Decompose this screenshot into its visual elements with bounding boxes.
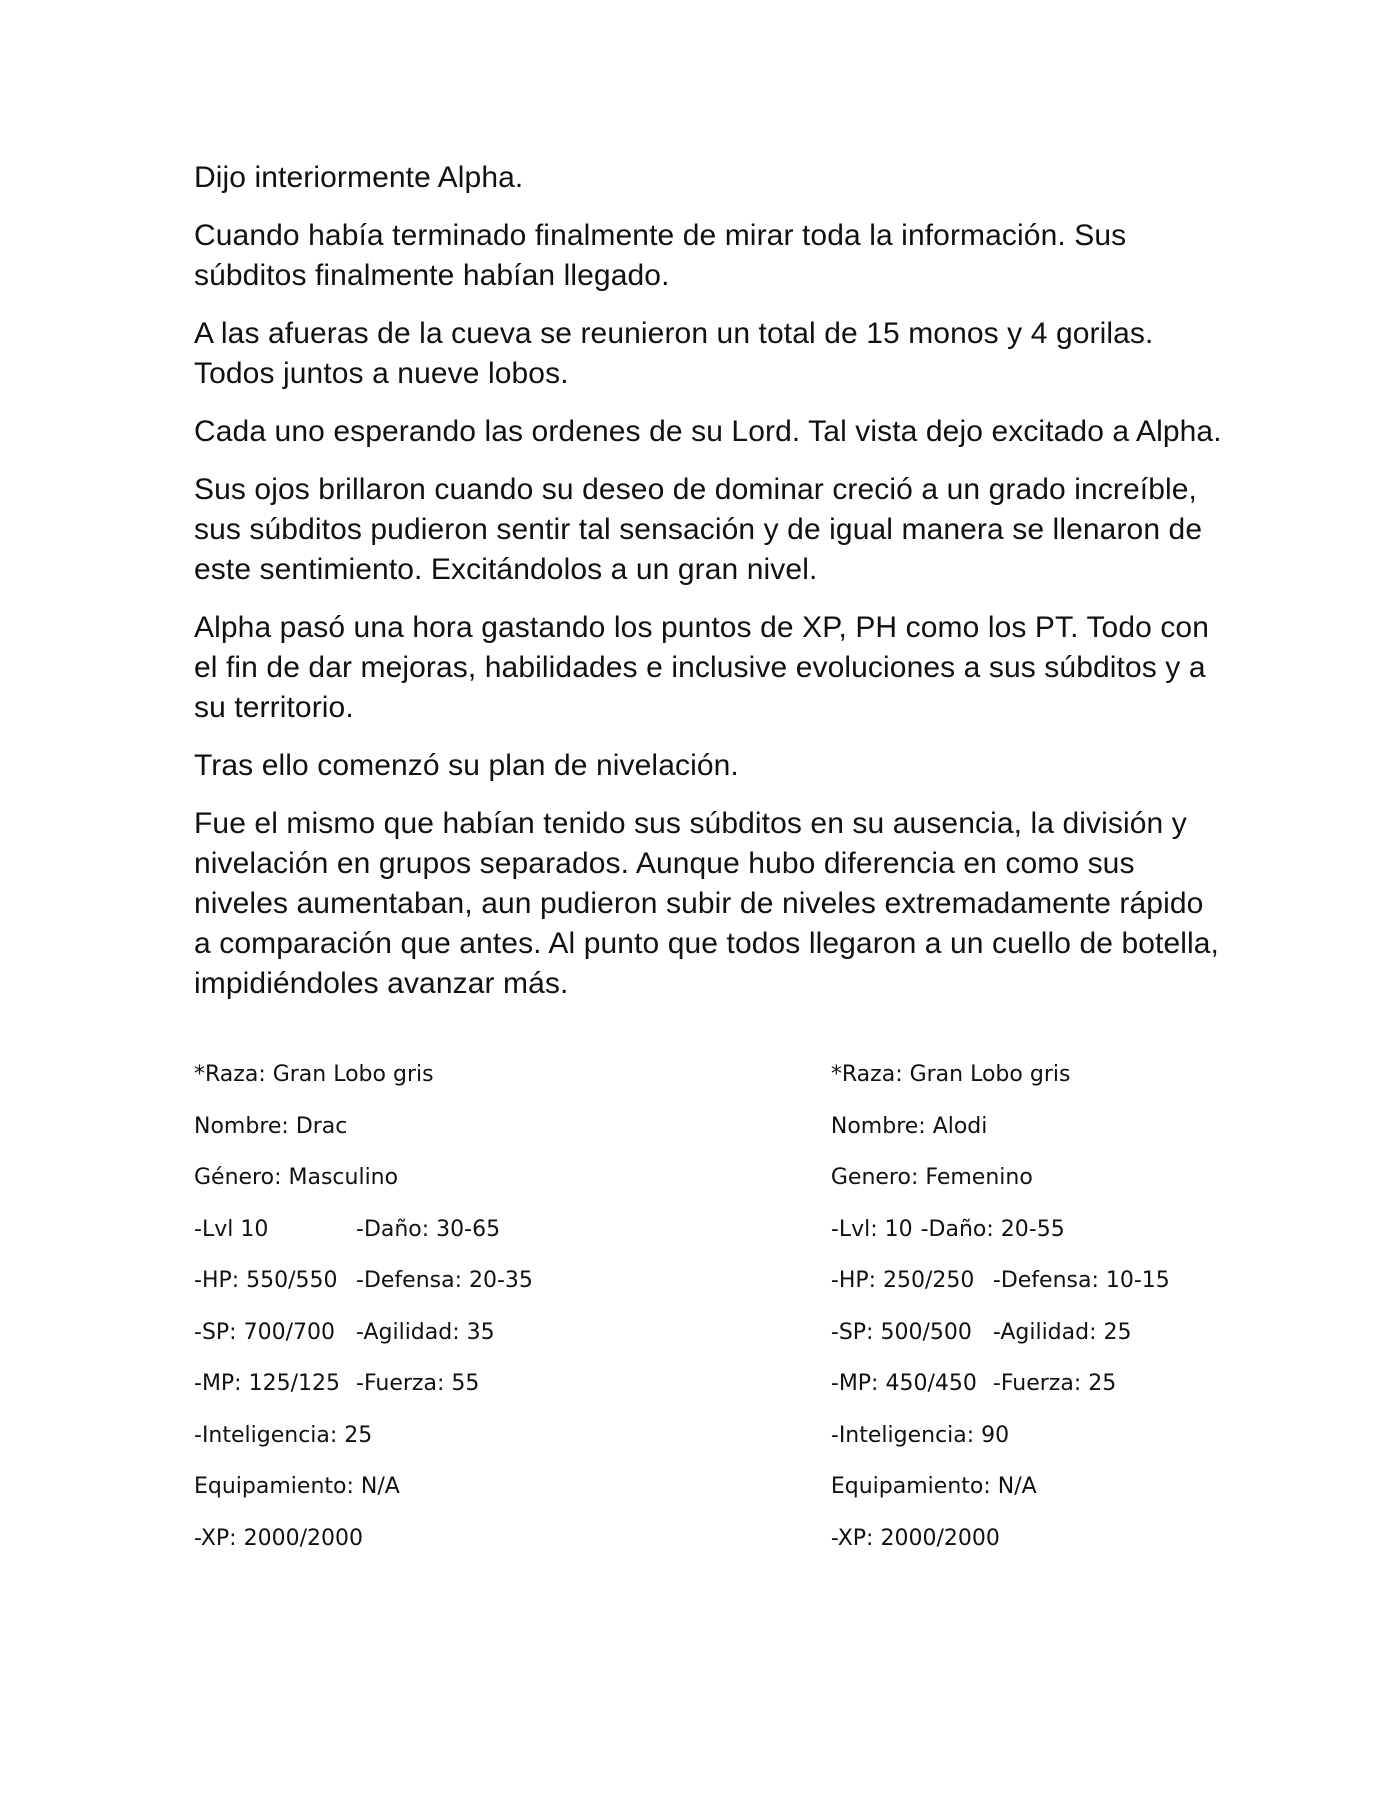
stat-hp: -HP: 250/250: [830, 1268, 975, 1293]
stat-dano: -Daño: 20-55: [920, 1216, 1065, 1242]
stat-mp: -MP: 125/125: [194, 1371, 340, 1396]
stat-lvl: -Lvl: 10: [830, 1216, 913, 1242]
stat-row-hp-defensa: [194, 1266, 831, 1318]
story-text: [194, 158, 1224, 1022]
stat-card-drac: [194, 1060, 831, 1575]
stat-row-mp-fuerza: [194, 1369, 831, 1421]
stat-equipamiento: Equipamiento: N/A: [830, 1474, 1037, 1499]
stat-row-sp-agilidad: [831, 1318, 1224, 1370]
stat-hp: -HP: 550/550: [194, 1268, 338, 1293]
stat-fuerza: -Fuerza: 25: [992, 1371, 1117, 1396]
paragraph: Fue el mismo que habían tenido sus súbditos en su ausencia, la división y nivelación en grupos separados. Aunque hubo diferencia en como sus niveles aumentaban, aun pudieron subir de niveles extremadamente rápido a comparación que antes. Al punto que todos llegaron a un cuello de botella, impidiéndoles avanzar más.: [194, 807, 1219, 1000]
stat-dano: -Daño: 30-65: [356, 1216, 501, 1242]
stat-xp: -XP: 2000/2000: [194, 1525, 363, 1551]
stat-nombre: Nombre: Alodi: [830, 1113, 988, 1139]
stat-lvl: -Lvl 10: [194, 1216, 269, 1242]
stat-genero: Genero: Femenino: [830, 1165, 1033, 1190]
stat-genero: Género: Masculino: [194, 1165, 399, 1190]
stat-row-lvl-dano: [831, 1215, 1224, 1267]
stat-row-mp-fuerza: [831, 1369, 1224, 1421]
stat-inteligencia: -Inteligencia: 90: [830, 1422, 1010, 1448]
stat-defensa: -Defensa: 10-15: [992, 1268, 1170, 1293]
stat-row-lvl-dano: [194, 1215, 831, 1267]
stat-defensa: -Defensa: 20-35: [356, 1268, 533, 1293]
stat-cards: [194, 1060, 1224, 1575]
stat-raza: *Raza: Gran Lobo gris: [830, 1062, 1071, 1087]
stat-equipamiento: Equipamiento: N/A: [194, 1474, 400, 1499]
stat-row-hp-defensa: [831, 1266, 1224, 1318]
paragraph: Cada uno esperando las ordenes de su Lord. Tal vista dejo excitado a Alpha.: [194, 415, 1222, 448]
paragraph: Cuando había terminado finalmente de mirar toda la información. Sus súbditos finalmente habían llegado.: [194, 219, 1127, 292]
paragraph: Dijo interiormente Alpha.: [194, 161, 524, 194]
stat-raza: *Raza: Gran Lobo gris: [194, 1062, 434, 1087]
stat-agilidad: -Agilidad: 25: [992, 1319, 1132, 1345]
stat-agilidad: -Agilidad: 35: [356, 1319, 495, 1345]
stat-row-sp-agilidad: [194, 1318, 831, 1370]
stat-sp: -SP: 500/500: [830, 1319, 972, 1345]
paragraph: Tras ello comenzó su plan de nivelación.: [194, 749, 739, 782]
stat-fuerza: -Fuerza: 55: [356, 1371, 480, 1396]
paragraph: Sus ojos brillaron cuando su deseo de dominar creció a un grado increíble, sus súbditos pudieron sentir tal sensación y de igual manera se llenaron de este sentimiento. Excitándolos a un gran nivel.: [194, 473, 1203, 586]
stat-xp: -XP: 2000/2000: [830, 1525, 1000, 1551]
paragraph: Alpha pasó una hora gastando los puntos de XP, PH como los PT. Todo con el fin de dar mejoras, habilidades e inclusive evoluciones a sus súbditos y a su territorio.: [194, 611, 1209, 724]
stat-nombre: Nombre: Drac: [194, 1113, 348, 1139]
stat-mp: -MP: 450/450: [830, 1371, 977, 1396]
stat-card-alodi: [831, 1060, 1224, 1575]
stat-sp: -SP: 700/700: [194, 1319, 335, 1345]
paragraph: A las afueras de la cueva se reunieron un total de 15 monos y 4 gorilas. Todos juntos a nueve lobos.: [194, 317, 1154, 390]
stat-inteligencia: -Inteligencia: 25: [194, 1422, 373, 1448]
